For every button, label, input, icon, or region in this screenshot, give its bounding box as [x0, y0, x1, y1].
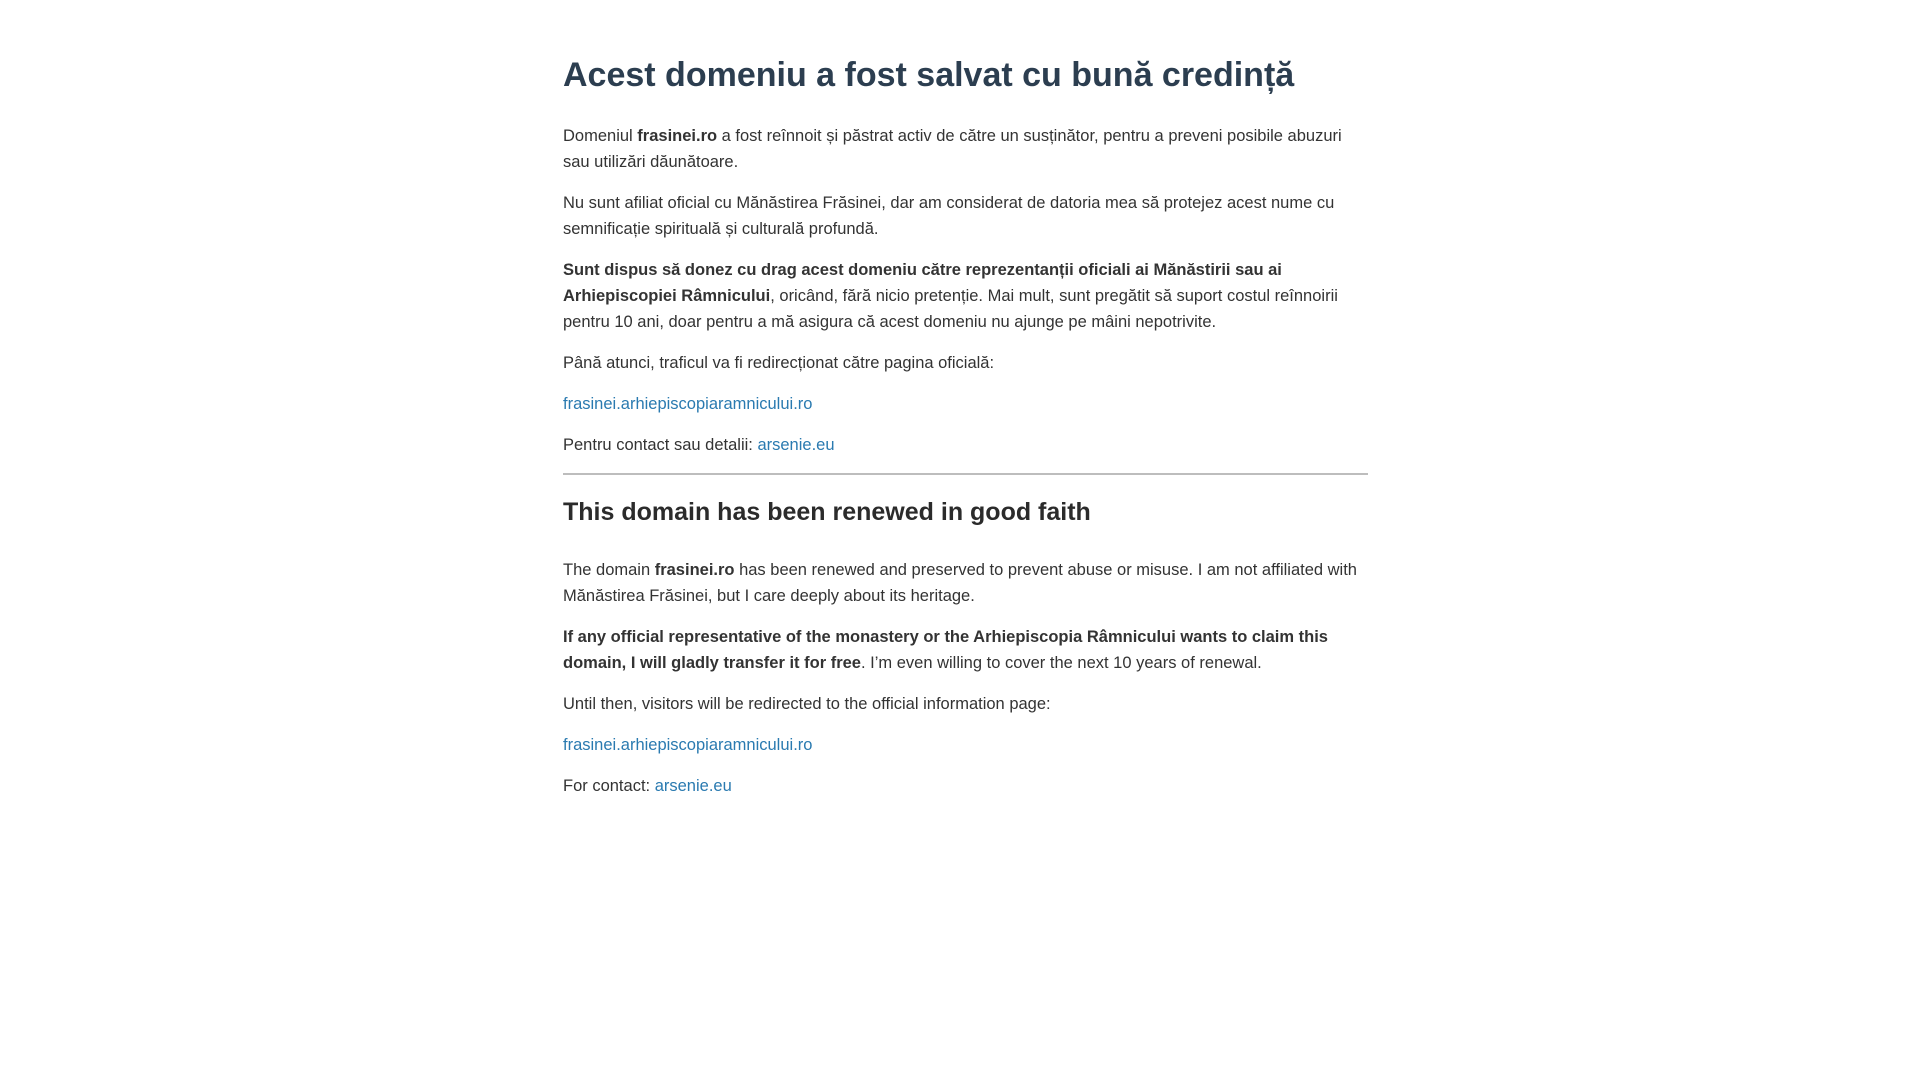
en-contact-label: For contact: [563, 777, 655, 796]
en-official-link-row [563, 732, 1368, 758]
en-intro-suffix: has been renewed and preserved to prevent abuse or misuse. I am not affiliated with Mănăstirea Frăsinei, but I care deeply about its heritage. [563, 561, 1357, 606]
ro-contact-link[interactable]: arsenie.eu [757, 436, 835, 455]
ro-official-link-row [563, 391, 1368, 417]
ro-official-link[interactable]: frasinei.arhiepiscopiaramnicului.ro [563, 395, 813, 414]
page-title: Acest domeniu a fost salvat cu bună credință [563, 56, 1295, 94]
english-section-title: This domain has been renewed in good faith [563, 498, 1091, 527]
ro-paragraph-affiliation: Nu sunt afiliat oficial cu Mănăstirea Frăsinei, dar am considerat de datoria mea să protejez acest nume cu semnificație spirituală și culturală profundă. [563, 194, 1335, 239]
main-content [563, 40, 1368, 814]
en-paragraph-intro [563, 557, 1368, 609]
en-contact-row [563, 773, 1368, 799]
en-transfer-bold: If any official representative of the monastery or the Arhiepiscopia Râmnicului wants to claim this domain, I will gladly transfer it for free [563, 628, 1328, 673]
ro-intro-prefix: Domeniul [563, 127, 638, 146]
ro-domain-name: frasinei.ro [637, 127, 718, 146]
en-official-link[interactable]: frasinei.arhiepiscopiaramnicului.ro [563, 736, 813, 755]
section-divider [563, 473, 1368, 475]
ro-contact-row [563, 432, 1368, 458]
ro-paragraph-donation [563, 257, 1368, 335]
en-paragraph-redirect: Until then, visitors will be redirected to the official information page: [563, 695, 1051, 714]
ro-donation-rest: , oricând, fără nicio pretenție. Mai mult, sunt pregătit să suport costul reînnoirii pentru 10 ani, doar pentru a mă asigura că acest domeniu nu ajunge pe mâini nepotrivite. [563, 287, 1338, 332]
ro-contact-label: Pentru contact sau detalii: [563, 436, 758, 455]
ro-paragraph-intro [563, 123, 1368, 175]
ro-intro-suffix: a fost reînnoit și păstrat activ de către un susținător, pentru a preveni posibile abuzuri sau utilizări dăunătoare. [563, 127, 1342, 172]
en-transfer-rest: . I’m even willing to cover the next 10 years of renewal. [860, 654, 1262, 673]
en-contact-link[interactable]: arsenie.eu [654, 777, 732, 796]
ro-paragraph-redirect: Până atunci, traficul va fi redirecționat către pagina oficială: [563, 354, 995, 373]
ro-donation-bold: Sunt dispus să donez cu drag acest domeniu către reprezentanții oficiali ai Mănăstirii sau ai Arhiepiscopiei Râmnicului [563, 261, 1282, 306]
en-paragraph-transfer [563, 624, 1368, 676]
en-intro-prefix: The domain [563, 561, 655, 580]
en-domain-name: frasinei.ro [654, 561, 735, 580]
